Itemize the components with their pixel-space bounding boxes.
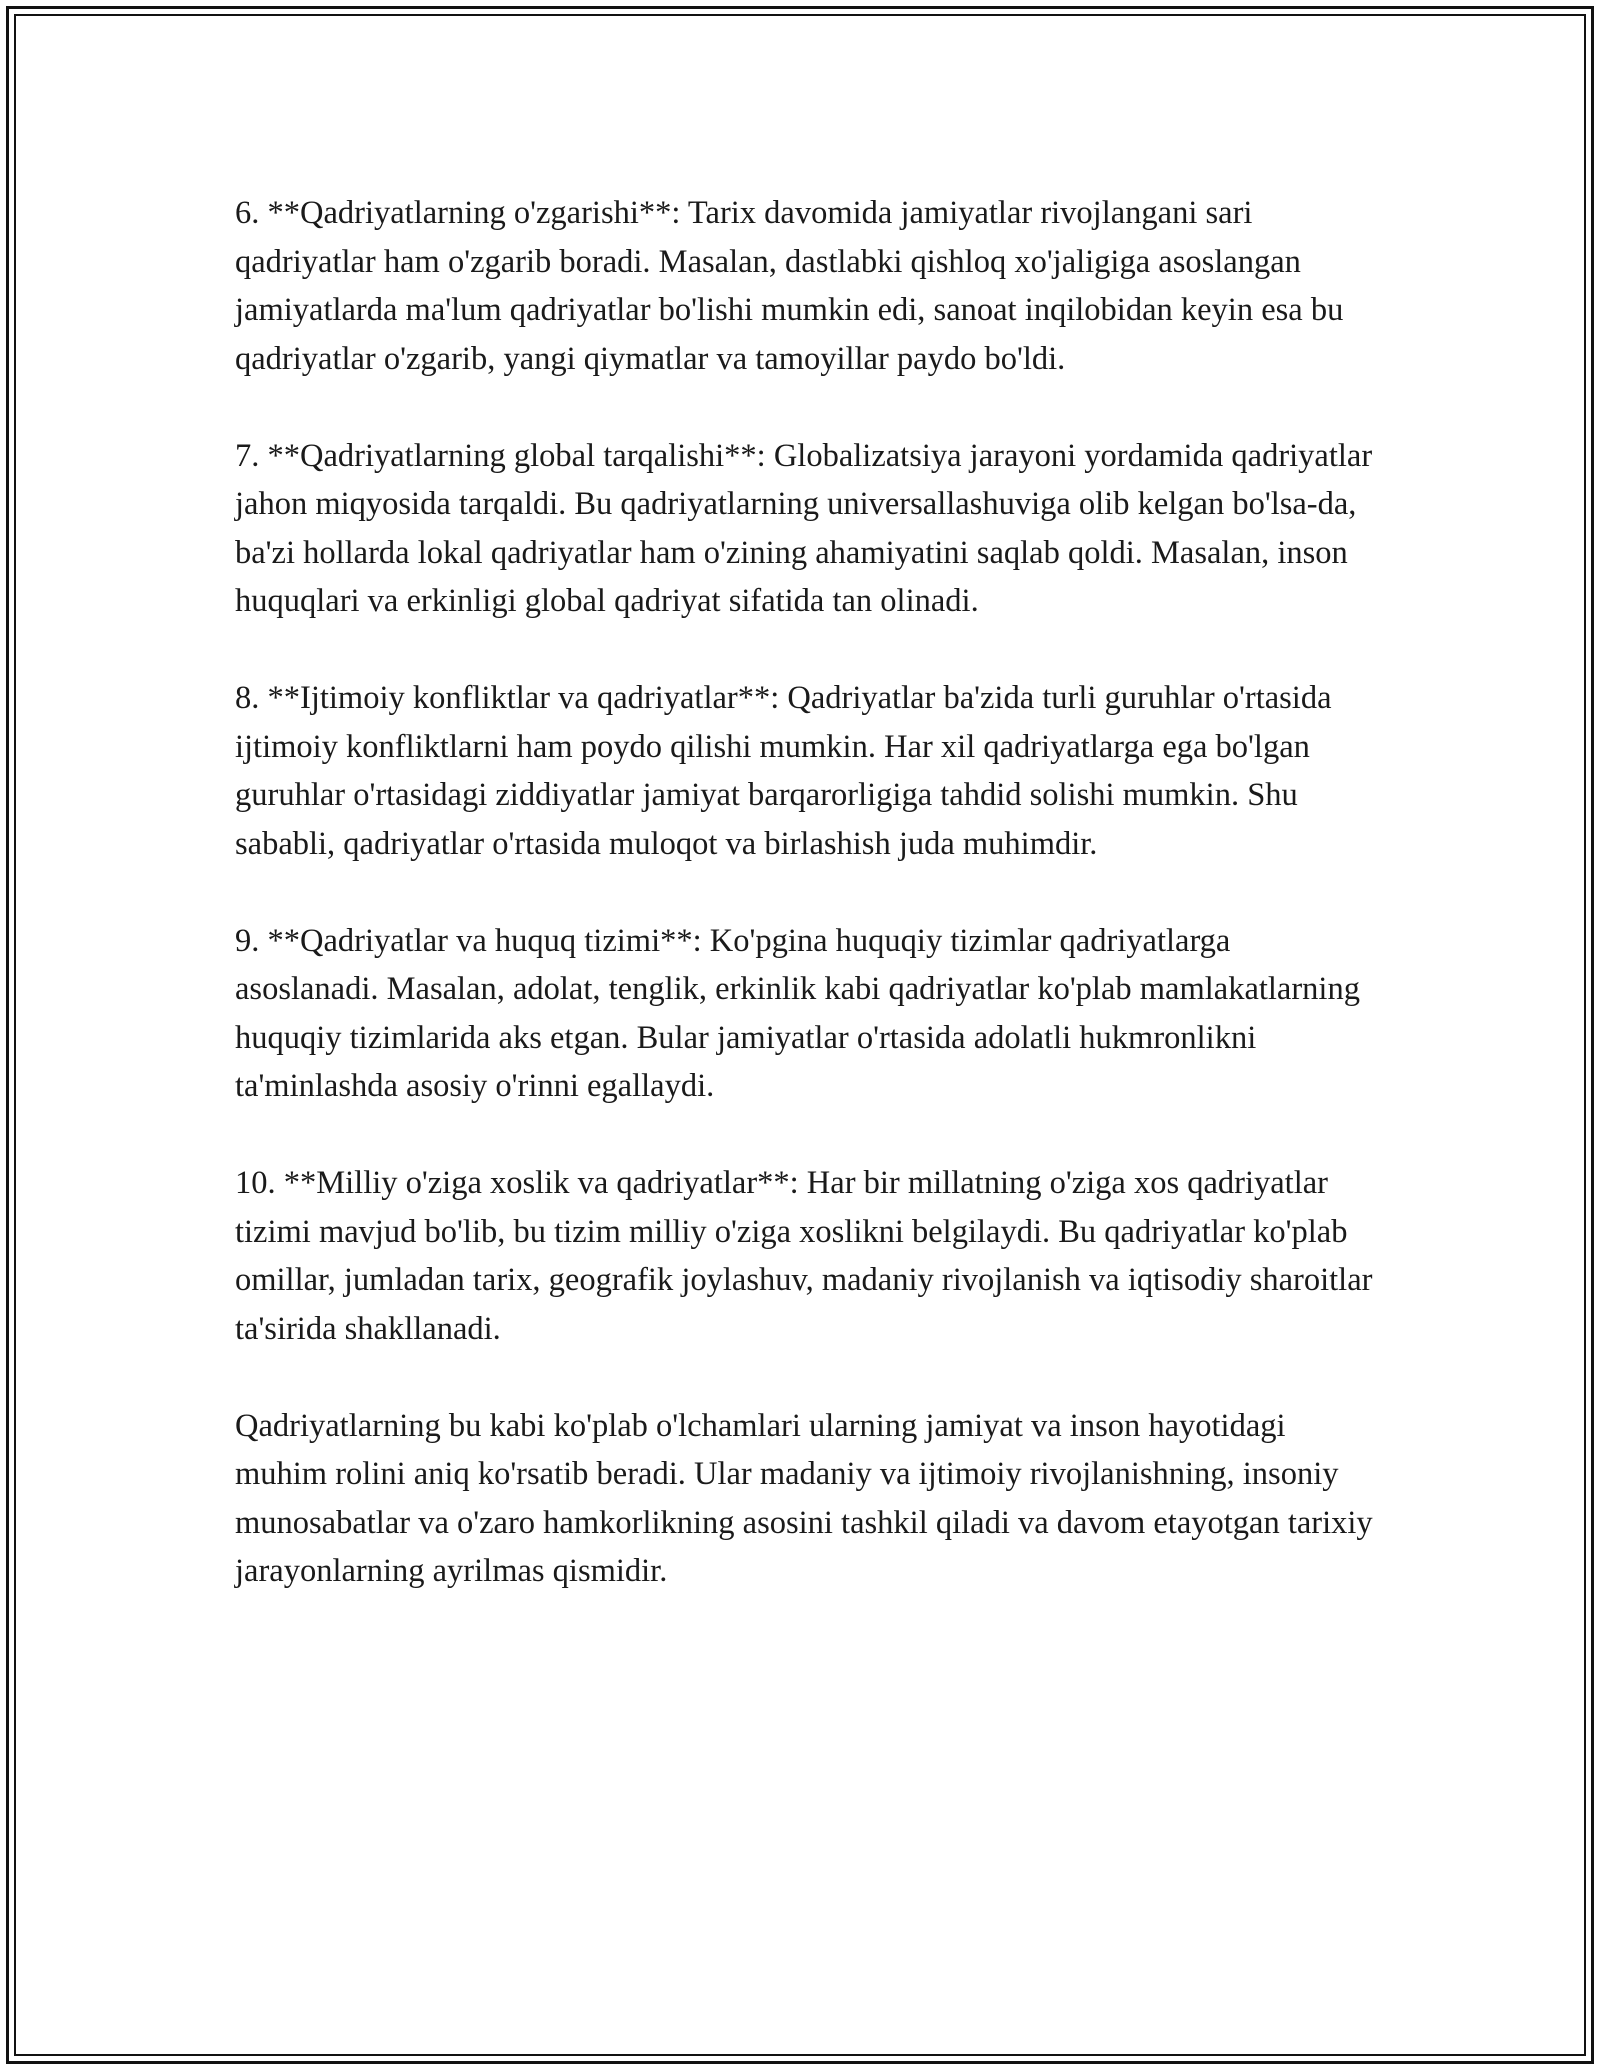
paragraph-item-6: 6. **Qadriyatlarning o'zgarishi**: Tarix davomida jamiyatlar rivojlangani sari qadriyatlar ham o'zgarib boradi. Masalan, dastlabki qishloq xo'jaligiga asoslangan jamiyatlarda ma'lum qadriyatlar bo'lishi mumkin edi, sanoat inqilobidan keyin esa bu qadriyatlar o'zgarib, yangi qiymatlar va tamoyillar paydo bo'ldi. xyxy=(235,195,1344,377)
paragraph-item-7: 7. **Qadriyatlarning global tarqalishi**: Globalizatsiya jarayoni yordamida qadriyatlar jahon miqyosida tarqaldi. Bu qadriyatlarning universallashuviga olib kelgan bo'lsa-da, ba'zi hollarda lokal qadriyatlar ham o'zining ahamiyatini saqlab qoldi. Masalan, inson huquqlari va erkinligi global qadriyat sifatida tan olinadi. xyxy=(235,437,1373,619)
document-body xyxy=(235,189,1375,1596)
paragraph-conclusion: Qadriyatlarning bu kabi ko'plab o'lchamlari ularning jamiyat va inson hayotidagi muhim rolini aniq ko'rsatib beradi. Ular madaniy va ijtimoiy rivojlanishning, insoniy munosabatlar va o'zaro hamkorlikning asosini tashkil qiladi va davom etayotgan tarixiy jarayonlarning ayrilmas qismidir. xyxy=(235,1407,1373,1589)
paragraph-item-8: 8. **Ijtimoiy konfliktlar va qadriyatlar**: Qadriyatlar ba'zida turli guruhlar o'rtasida ijtimoiy konfliktlarni ham poydo qilishi mumkin. Har xil qadriyatlarga ega bo'lgan guruhlar o'rtasidagi ziddiyatlar jamiyat barqarorligiga tahdid solishi mumkin. Shu sababli, qadriyatlar o'rtasida muloqot va birlashish juda muhimdir. xyxy=(235,680,1332,862)
paragraph-item-9: 9. **Qadriyatlar va huquq tizimi**: Ko'pgina huquqiy tizimlar qadriyatlarga asoslanadi. Masalan, adolat, tenglik, erkinlik kabi qadriyatlar ko'plab mamlakatlarning huquqiy tizimlarida aks etgan. Bular jamiyatlar o'rtasida adolatli hukmronlikni ta'minlashda asosiy o'rinni egallaydi. xyxy=(235,922,1360,1104)
paragraph-item-10: 10. **Milliy o'ziga xoslik va qadriyatlar**: Har bir millatning o'ziga xos qadriyatlar tizimi mavjud bo'lib, bu tizim milliy o'ziga xoslikni belgilaydi. Bu qadriyatlar ko'plab omillar, jumladan tarix, geografik joylashuv, madaniy rivojlanish va iqtisodiy sharoitlar ta'sirida shakllanadi. xyxy=(235,1165,1373,1347)
